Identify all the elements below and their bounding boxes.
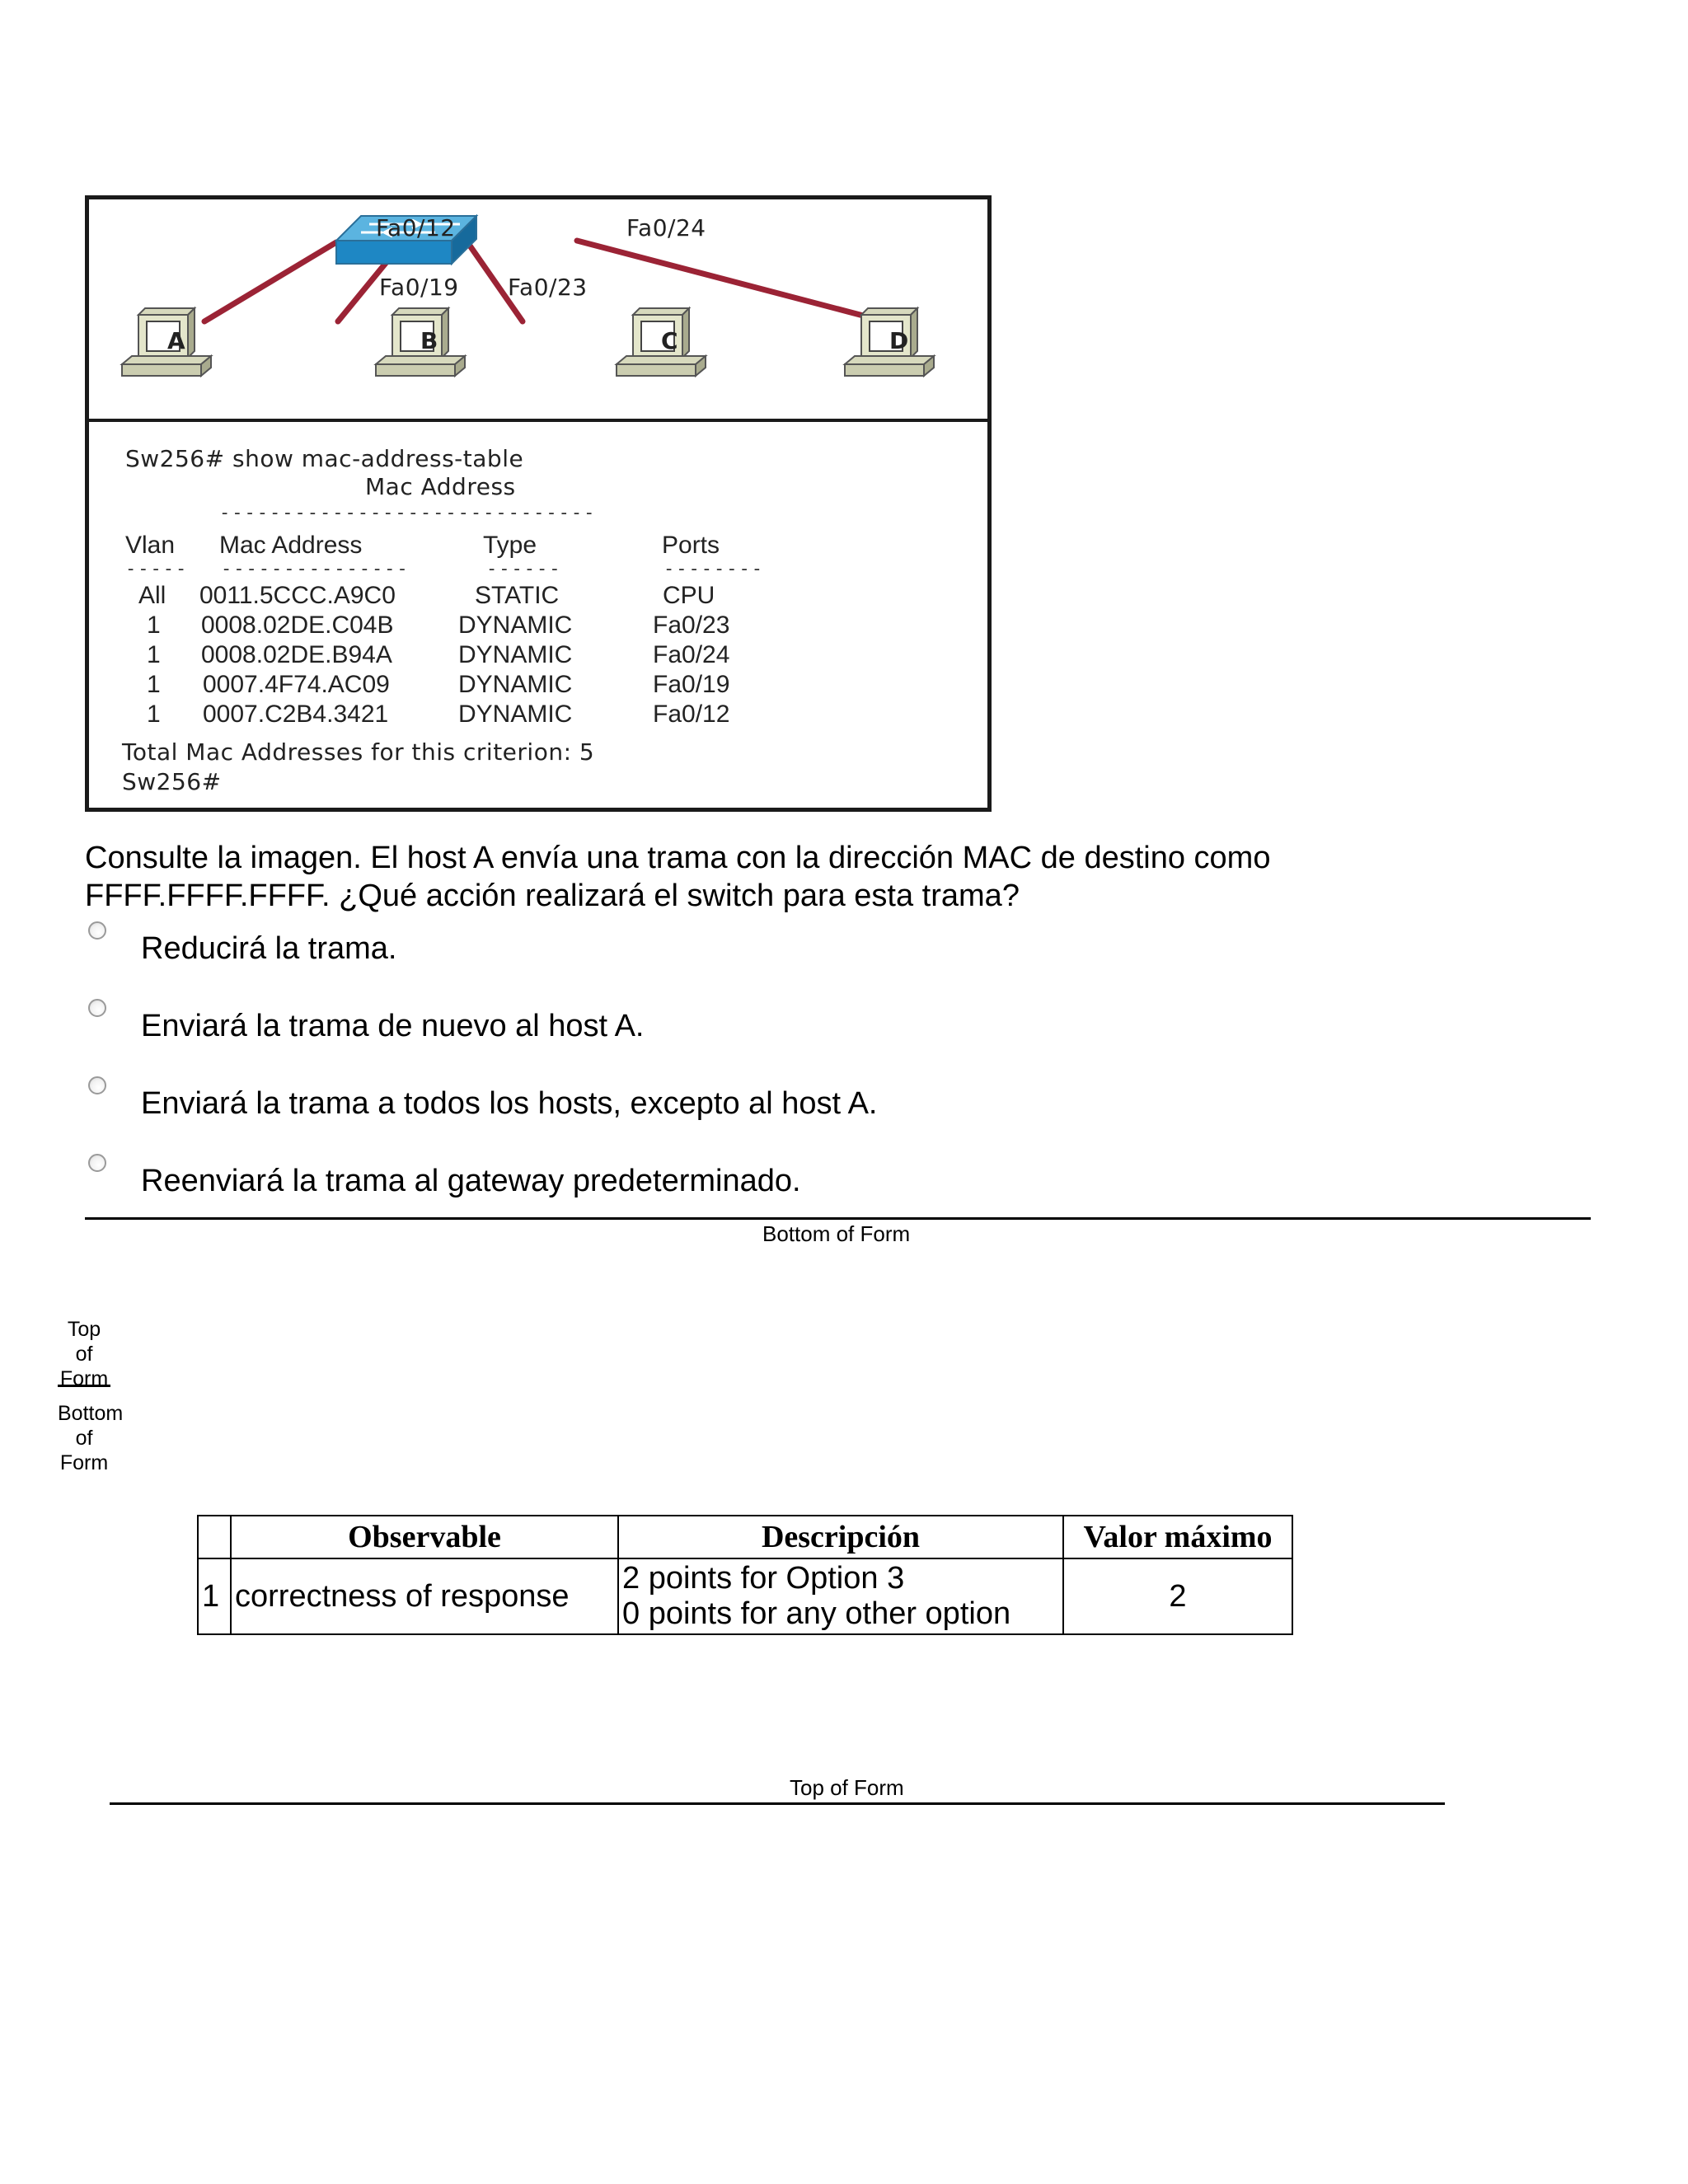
rubric-header-description: Descripción: [618, 1516, 1063, 1558]
cli-cell-vlan: All: [138, 582, 166, 609]
rubric-cell-max: 2: [1063, 1558, 1292, 1634]
side-bottom-of-form-label: Bottom of Form: [58, 1402, 124, 1474]
host-label-a: A: [167, 327, 186, 354]
rubric-desc-line: 2 points for Option 3: [622, 1561, 905, 1596]
answer-option-label: Enviará la trama de nuevo al host A.: [141, 1009, 645, 1043]
bottom-of-form-label: Bottom of Form: [762, 1221, 911, 1246]
cli-cell-vlan: 1: [147, 612, 161, 639]
cli-cell-mac: 0011.5CCC.A9C0: [199, 582, 396, 609]
cli-col-vlan: Vlan: [125, 532, 176, 559]
form-divider: [85, 1217, 1591, 1220]
answer-option-3[interactable]: [85, 1076, 1404, 1126]
radio-button[interactable]: [88, 999, 106, 1017]
cli-cell-type: DYNAMIC: [458, 612, 573, 639]
rubric-header-max: Valor máximo: [1063, 1516, 1292, 1558]
cli-cell-type: DYNAMIC: [458, 641, 573, 668]
cli-col-type: Type: [483, 532, 537, 559]
answer-option-label: Reenviará la trama al gateway predeterminado.: [141, 1164, 801, 1198]
answer-option-2[interactable]: [85, 999, 1404, 1048]
rubric-cell-description: [618, 1558, 1063, 1634]
answer-option-label: Enviará la trama a todos los hosts, excepto al host A.: [141, 1086, 878, 1121]
answer-option-4[interactable]: [85, 1154, 1404, 1203]
rubric-header-observable: Observable: [231, 1516, 618, 1558]
side-form-divider: [58, 1385, 110, 1387]
rubric-cell-num: 1: [198, 1558, 231, 1634]
cli-col-ports: Ports: [662, 532, 720, 559]
rubric-cell-observable: correctness of response: [231, 1558, 618, 1634]
host-a-computer-icon: [122, 308, 211, 376]
rubric-desc-line: 0 points for any other option: [622, 1596, 1011, 1631]
cli-col-dashes-ports: --------: [663, 559, 764, 579]
cli-col-dashes-mac: ---------------: [221, 559, 410, 579]
cli-cell-port: CPU: [663, 582, 715, 609]
cli-cell-port: Fa0/12: [653, 701, 730, 728]
cli-cell-mac: 0007.C2B4.3421: [203, 701, 389, 728]
host-label-b: B: [420, 327, 438, 354]
cli-cell-vlan: 1: [147, 641, 161, 668]
cli-command: Sw256# show mac-address-table: [125, 445, 524, 472]
cli-cell-mac: 0007.4F74.AC09: [203, 671, 390, 698]
host-label-c: C: [661, 327, 679, 354]
port-label-fa0-19: Fa0/19: [379, 274, 459, 301]
cli-total: Total Mac Addresses for this criterion: 5: [122, 738, 595, 766]
cli-cell-type: DYNAMIC: [458, 671, 573, 698]
cli-dashes: ------------------------------: [219, 503, 597, 523]
port-label-fa0-24: Fa0/24: [626, 214, 706, 241]
top-of-form-label: Top of Form: [790, 1775, 904, 1800]
radio-button[interactable]: [88, 1076, 106, 1094]
cli-cell-mac: 0008.02DE.B94A: [201, 641, 392, 668]
radio-button[interactable]: [88, 1154, 106, 1172]
host-computers: [122, 308, 934, 376]
question-text: Consulte la imagen. El host A envía una trama con la dirección MAC de destino como FFFF.FFFF.FFFF. ¿Qué acción realizará el switch para esta trama?: [85, 841, 1271, 913]
cli-cell-port: Fa0/19: [653, 671, 730, 698]
port-label-fa0-12: Fa0/12: [376, 214, 456, 241]
rubric-header-row: [198, 1516, 1292, 1558]
link-d: [577, 241, 885, 321]
side-top-of-form-label: Top of Form: [59, 1318, 109, 1390]
cli-cell-mac: 0008.02DE.C04B: [201, 612, 394, 639]
link-a: [204, 242, 336, 321]
cli-col-mac: Mac Address: [219, 532, 363, 559]
network-exhibit: [85, 195, 992, 812]
cli-cell-port: Fa0/23: [653, 612, 730, 639]
cli-col-dashes-type: ------: [486, 559, 562, 579]
cli-cell-type: STATIC: [475, 582, 560, 609]
cli-cell-vlan: 1: [147, 671, 161, 698]
port-label-fa0-23: Fa0/23: [508, 274, 588, 301]
cli-cell-vlan: 1: [147, 701, 161, 728]
cli-subtitle: Mac Address: [365, 473, 516, 500]
cli-cell-type: DYNAMIC: [458, 701, 573, 728]
cli-cell-port: Fa0/24: [653, 641, 730, 668]
rubric-header-num: [198, 1516, 231, 1558]
answer-option-1[interactable]: [85, 921, 1404, 971]
rubric-table: [197, 1515, 1293, 1635]
table-row: [198, 1558, 1292, 1634]
cli-col-dashes-vlan: -----: [125, 559, 189, 579]
host-label-d: D: [889, 327, 909, 354]
cli-prompt: Sw256#: [122, 768, 222, 795]
answer-option-label: Reducirá la trama.: [141, 931, 397, 966]
radio-button[interactable]: [88, 921, 106, 940]
form-divider-bottom: [110, 1802, 1445, 1805]
